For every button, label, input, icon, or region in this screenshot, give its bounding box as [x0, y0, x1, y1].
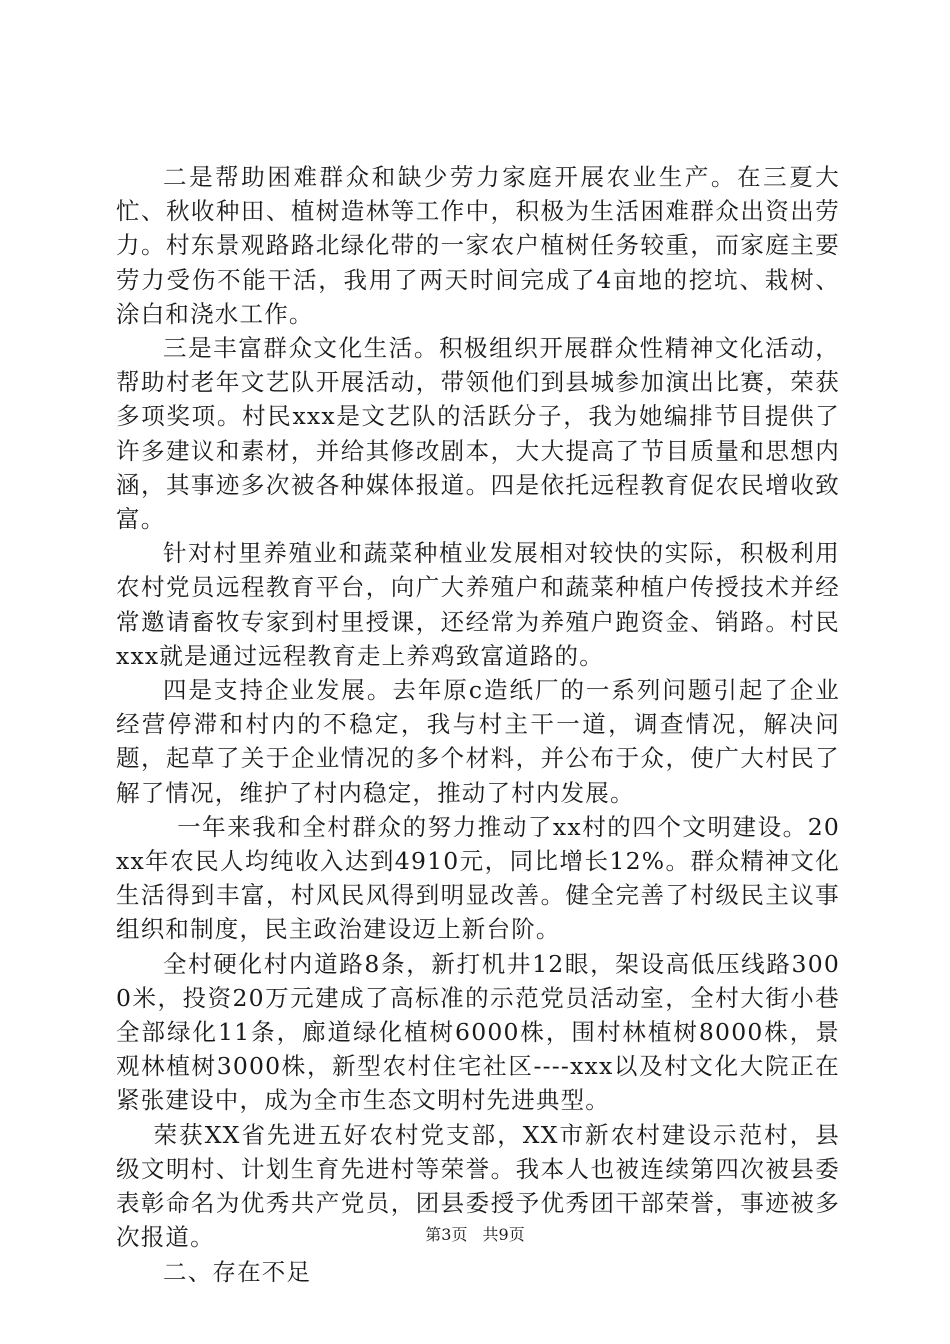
paragraph-infrastructure: 全村硬化村内道路8条，新打机井12眼，架设高低压线路3000米，投资20万元建成了高标准的示范党员活动室，全村大街小巷全部绿化11条，廊道绿化植树6000株，围村林植树8000株，景观林植树3000株，新型农村住宅社区----xxx以及村文化大院正在紧张建设中，成为全市生态文明村先进典型。	[116, 949, 840, 1115]
document-body	[116, 160, 840, 1289]
paragraph-culture-life: 三是丰富群众文化生活。积极组织开展群众性精神文化活动，帮助村老年文艺队开展活动，带领他们到县城参加演出比赛，荣获多项奖项。村民xxx是文艺队的活跃分子，我为她编排节目提供了许多建议和素材，并给其修改剧本，大大提高了节目质量和思想内涵，其事迹多次被各种媒体报道。四是依托远程教育促农民增收致富。	[116, 334, 840, 534]
paragraph-honors: 荣获XX省先进五好农村党支部，XX市新农村建设示范村，县级文明村、计划生育先进村等荣誉。我本人也被连续第四次被县委表彰命名为优秀共产党员，团县委授予优秀团干部荣誉，事迹被多次报道。	[116, 1120, 840, 1252]
page-total: 共9页	[482, 1225, 525, 1244]
page-footer	[0, 1222, 950, 1245]
section-heading-shortcomings: 二、存在不足	[163, 1257, 312, 1286]
page-number: 第3页	[425, 1225, 468, 1244]
paragraph-enterprise-support: 四是支持企业发展。去年原c造纸厂的一系列问题引起了企业经营停滞和村内的不稳定，我与村主干一道，调查情况，解决问题，起草了关于企业情况的多个材料，并公布于众，使广大村民了解了情况，维护了村内稳定，推动了村内发展。	[116, 676, 840, 807]
paragraph-help-farming: 二是帮助困难群众和缺少劳力家庭开展农业生产。在三夏大忙、秋收种田、植树造林等工作中，积极为生活困难群众出资出劳力。村东景观路路北绿化带的一家农户植树任务较重，而家庭主要劳力受伤不能干活，我用了两天时间完成了4亩地的挖坑、栽树、涂白和浇水工作。	[116, 163, 840, 328]
paragraph-year-summary: 一年来我和全村群众的努力推动了xx村的四个文明建设。20xx年农民人均纯收入达到4910元，同比增长12%。群众精神文化生活得到丰富，村风民风得到明显改善。健全完善了村级民主议事组织和制度，民主政治建设迈上新台阶。	[116, 812, 840, 944]
paragraph-remote-education: 针对村里养殖业和蔬菜种植业发展相对较快的实际，积极利用农村党员远程教育平台，向广大养殖户和蔬菜种植户传授技术并经常邀请畜牧专家到村里授课，还经常为养殖户跑资金、销路。村民xxx就是通过远程教育走上养鸡致富道路的。	[116, 539, 840, 670]
